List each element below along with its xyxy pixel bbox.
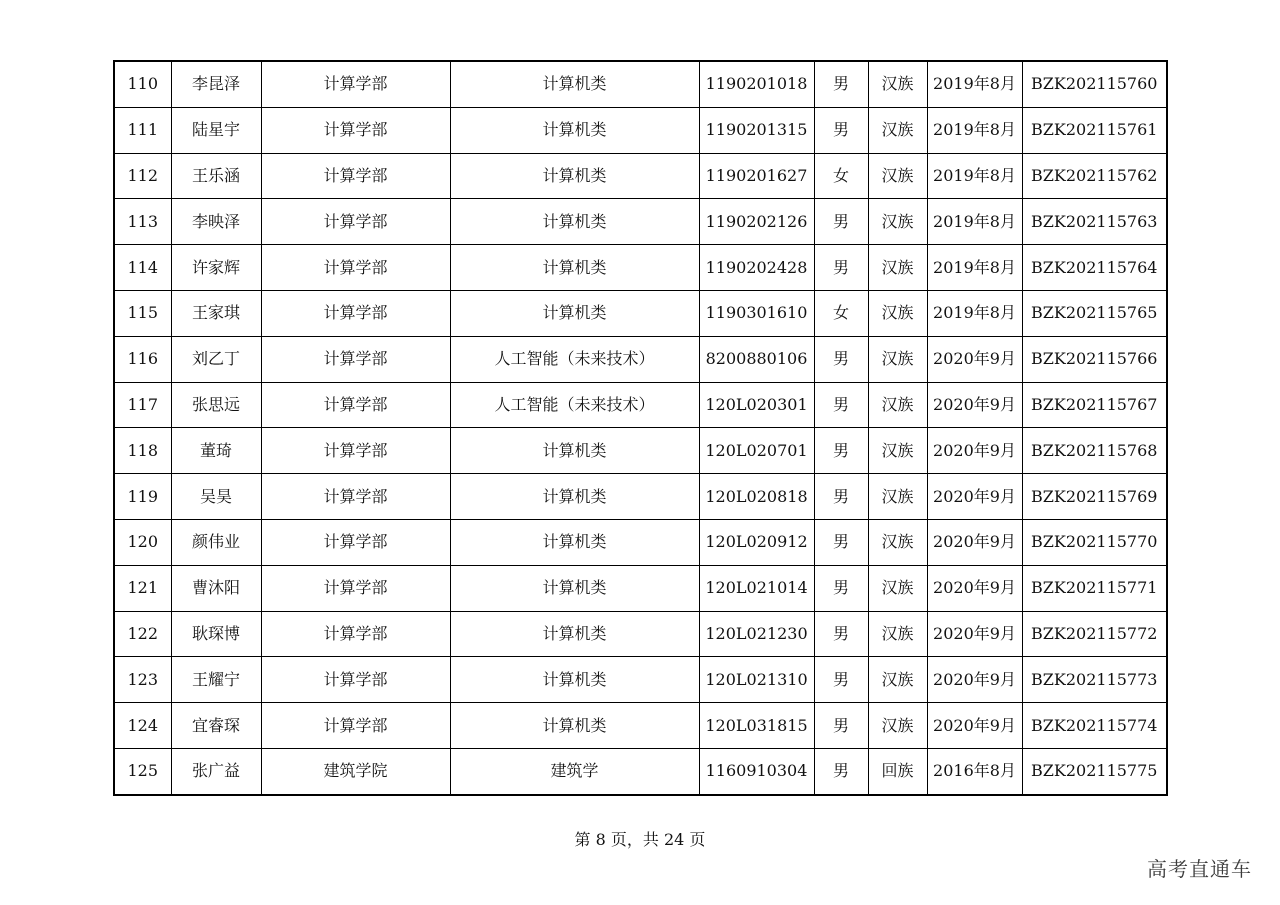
enroll-date-cell: 2020年9月 bbox=[927, 474, 1022, 520]
certificate-no-cell: BZK202115765 bbox=[1022, 290, 1167, 336]
department-cell: 计算学部 bbox=[261, 153, 450, 199]
department-cell: 计算学部 bbox=[261, 107, 450, 153]
student-id-cell: 120L020301 bbox=[699, 382, 814, 428]
enroll-date-cell: 2020年9月 bbox=[927, 382, 1022, 428]
student-id-cell: 120L021014 bbox=[699, 565, 814, 611]
seq-cell: 123 bbox=[114, 657, 171, 703]
seq-cell: 113 bbox=[114, 199, 171, 245]
ethnicity-cell: 汉族 bbox=[868, 336, 927, 382]
major-cell: 计算机类 bbox=[450, 61, 699, 107]
seq-cell: 115 bbox=[114, 290, 171, 336]
student-id-cell: 8200880106 bbox=[699, 336, 814, 382]
gender-cell: 男 bbox=[814, 199, 868, 245]
student-id-cell: 1190201627 bbox=[699, 153, 814, 199]
table-row bbox=[114, 519, 1167, 565]
student-id-cell: 1190202428 bbox=[699, 245, 814, 291]
enroll-date-cell: 2020年9月 bbox=[927, 611, 1022, 657]
major-cell: 人工智能（未来技术） bbox=[450, 336, 699, 382]
enroll-date-cell: 2020年9月 bbox=[927, 428, 1022, 474]
student-id-cell: 120L020818 bbox=[699, 474, 814, 520]
table-row bbox=[114, 474, 1167, 520]
enroll-date-cell: 2020年9月 bbox=[927, 657, 1022, 703]
seq-cell: 118 bbox=[114, 428, 171, 474]
seq-cell: 110 bbox=[114, 61, 171, 107]
watermark-logo: 高考直通车 bbox=[1147, 857, 1252, 881]
department-cell: 计算学部 bbox=[261, 382, 450, 428]
name-cell: 吴昊 bbox=[171, 474, 261, 520]
major-cell: 计算机类 bbox=[450, 703, 699, 749]
certificate-no-cell: BZK202115774 bbox=[1022, 703, 1167, 749]
page-number: 第 8 页，共 24 页 bbox=[574, 830, 706, 849]
ethnicity-cell: 汉族 bbox=[868, 290, 927, 336]
ethnicity-cell: 汉族 bbox=[868, 245, 927, 291]
student-id-cell: 120L021310 bbox=[699, 657, 814, 703]
name-cell: 董琦 bbox=[171, 428, 261, 474]
enroll-date-cell: 2020年9月 bbox=[927, 703, 1022, 749]
gender-cell: 女 bbox=[814, 290, 868, 336]
enroll-date-cell: 2019年8月 bbox=[927, 290, 1022, 336]
student-id-cell: 1190202126 bbox=[699, 199, 814, 245]
major-cell: 计算机类 bbox=[450, 153, 699, 199]
gender-cell: 女 bbox=[814, 153, 868, 199]
seq-cell: 117 bbox=[114, 382, 171, 428]
ethnicity-cell: 汉族 bbox=[868, 199, 927, 245]
name-cell: 王乐涵 bbox=[171, 153, 261, 199]
name-cell: 张广益 bbox=[171, 748, 261, 794]
enroll-date-cell: 2020年9月 bbox=[927, 565, 1022, 611]
student-id-cell: 120L020912 bbox=[699, 519, 814, 565]
department-cell: 计算学部 bbox=[261, 611, 450, 657]
name-cell: 张思远 bbox=[171, 382, 261, 428]
major-cell: 计算机类 bbox=[450, 107, 699, 153]
table-row bbox=[114, 428, 1167, 474]
student-roster-table bbox=[113, 60, 1168, 796]
enroll-date-cell: 2019年8月 bbox=[927, 199, 1022, 245]
gender-cell: 男 bbox=[814, 61, 868, 107]
seq-cell: 119 bbox=[114, 474, 171, 520]
certificate-no-cell: BZK202115768 bbox=[1022, 428, 1167, 474]
ethnicity-cell: 汉族 bbox=[868, 703, 927, 749]
seq-cell: 120 bbox=[114, 519, 171, 565]
name-cell: 刘乙丁 bbox=[171, 336, 261, 382]
name-cell: 李昆泽 bbox=[171, 61, 261, 107]
table-row bbox=[114, 199, 1167, 245]
table-row bbox=[114, 245, 1167, 291]
ethnicity-cell: 汉族 bbox=[868, 61, 927, 107]
major-cell: 计算机类 bbox=[450, 474, 699, 520]
gender-cell: 男 bbox=[814, 519, 868, 565]
certificate-no-cell: BZK202115770 bbox=[1022, 519, 1167, 565]
department-cell: 计算学部 bbox=[261, 61, 450, 107]
certificate-no-cell: BZK202115771 bbox=[1022, 565, 1167, 611]
ethnicity-cell: 汉族 bbox=[868, 657, 927, 703]
table-row bbox=[114, 153, 1167, 199]
major-cell: 计算机类 bbox=[450, 199, 699, 245]
ethnicity-cell: 汉族 bbox=[868, 382, 927, 428]
gender-cell: 男 bbox=[814, 107, 868, 153]
table-row bbox=[114, 336, 1167, 382]
department-cell: 计算学部 bbox=[261, 565, 450, 611]
table-row bbox=[114, 382, 1167, 428]
seq-cell: 112 bbox=[114, 153, 171, 199]
certificate-no-cell: BZK202115762 bbox=[1022, 153, 1167, 199]
gender-cell: 男 bbox=[814, 336, 868, 382]
student-id-cell: 120L021230 bbox=[699, 611, 814, 657]
student-id-cell: 1160910304 bbox=[699, 748, 814, 794]
gender-cell: 男 bbox=[814, 748, 868, 794]
enroll-date-cell: 2020年9月 bbox=[927, 519, 1022, 565]
name-cell: 王家琪 bbox=[171, 290, 261, 336]
name-cell: 颜伟业 bbox=[171, 519, 261, 565]
certificate-no-cell: BZK202115773 bbox=[1022, 657, 1167, 703]
certificate-no-cell: BZK202115775 bbox=[1022, 748, 1167, 794]
gender-cell: 男 bbox=[814, 382, 868, 428]
enroll-date-cell: 2019年8月 bbox=[927, 107, 1022, 153]
seq-cell: 125 bbox=[114, 748, 171, 794]
ethnicity-cell: 汉族 bbox=[868, 611, 927, 657]
major-cell: 人工智能（未来技术） bbox=[450, 382, 699, 428]
student-id-cell: 1190201018 bbox=[699, 61, 814, 107]
department-cell: 计算学部 bbox=[261, 519, 450, 565]
major-cell: 计算机类 bbox=[450, 657, 699, 703]
roster-body bbox=[114, 61, 1167, 795]
seq-cell: 114 bbox=[114, 245, 171, 291]
major-cell: 计算机类 bbox=[450, 565, 699, 611]
gender-cell: 男 bbox=[814, 474, 868, 520]
table-row bbox=[114, 290, 1167, 336]
certificate-no-cell: BZK202115766 bbox=[1022, 336, 1167, 382]
certificate-no-cell: BZK202115767 bbox=[1022, 382, 1167, 428]
department-cell: 计算学部 bbox=[261, 428, 450, 474]
name-cell: 王耀宁 bbox=[171, 657, 261, 703]
gender-cell: 男 bbox=[814, 565, 868, 611]
enroll-date-cell: 2020年9月 bbox=[927, 336, 1022, 382]
gender-cell: 男 bbox=[814, 657, 868, 703]
department-cell: 计算学部 bbox=[261, 657, 450, 703]
seq-cell: 124 bbox=[114, 703, 171, 749]
table-row bbox=[114, 565, 1167, 611]
enroll-date-cell: 2019年8月 bbox=[927, 61, 1022, 107]
major-cell: 计算机类 bbox=[450, 428, 699, 474]
department-cell: 计算学部 bbox=[261, 336, 450, 382]
major-cell: 计算机类 bbox=[450, 611, 699, 657]
department-cell: 计算学部 bbox=[261, 199, 450, 245]
certificate-no-cell: BZK202115772 bbox=[1022, 611, 1167, 657]
table-row bbox=[114, 703, 1167, 749]
gender-cell: 男 bbox=[814, 245, 868, 291]
certificate-no-cell: BZK202115769 bbox=[1022, 474, 1167, 520]
major-cell: 建筑学 bbox=[450, 748, 699, 794]
name-cell: 陆星宇 bbox=[171, 107, 261, 153]
ethnicity-cell: 汉族 bbox=[868, 107, 927, 153]
certificate-no-cell: BZK202115760 bbox=[1022, 61, 1167, 107]
ethnicity-cell: 汉族 bbox=[868, 428, 927, 474]
table-row bbox=[114, 748, 1167, 794]
ethnicity-cell: 汉族 bbox=[868, 565, 927, 611]
department-cell: 计算学部 bbox=[261, 245, 450, 291]
ethnicity-cell: 汉族 bbox=[868, 519, 927, 565]
major-cell: 计算机类 bbox=[450, 519, 699, 565]
department-cell: 计算学部 bbox=[261, 703, 450, 749]
gender-cell: 男 bbox=[814, 611, 868, 657]
student-id-cell: 1190301610 bbox=[699, 290, 814, 336]
table-row bbox=[114, 107, 1167, 153]
student-id-cell: 120L031815 bbox=[699, 703, 814, 749]
name-cell: 曹沐阳 bbox=[171, 565, 261, 611]
major-cell: 计算机类 bbox=[450, 245, 699, 291]
enroll-date-cell: 2019年8月 bbox=[927, 245, 1022, 291]
certificate-no-cell: BZK202115763 bbox=[1022, 199, 1167, 245]
enroll-date-cell: 2019年8月 bbox=[927, 153, 1022, 199]
table-row bbox=[114, 657, 1167, 703]
certificate-no-cell: BZK202115761 bbox=[1022, 107, 1167, 153]
certificate-no-cell: BZK202115764 bbox=[1022, 245, 1167, 291]
ethnicity-cell: 汉族 bbox=[868, 474, 927, 520]
enroll-date-cell: 2016年8月 bbox=[927, 748, 1022, 794]
department-cell: 计算学部 bbox=[261, 474, 450, 520]
major-cell: 计算机类 bbox=[450, 290, 699, 336]
name-cell: 耿琛博 bbox=[171, 611, 261, 657]
table-row bbox=[114, 61, 1167, 107]
student-id-cell: 1190201315 bbox=[699, 107, 814, 153]
name-cell: 李映泽 bbox=[171, 199, 261, 245]
seq-cell: 121 bbox=[114, 565, 171, 611]
ethnicity-cell: 汉族 bbox=[868, 153, 927, 199]
department-cell: 建筑学院 bbox=[261, 748, 450, 794]
gender-cell: 男 bbox=[814, 703, 868, 749]
seq-cell: 111 bbox=[114, 107, 171, 153]
department-cell: 计算学部 bbox=[261, 290, 450, 336]
name-cell: 宜睿琛 bbox=[171, 703, 261, 749]
gender-cell: 男 bbox=[814, 428, 868, 474]
seq-cell: 116 bbox=[114, 336, 171, 382]
table-row bbox=[114, 611, 1167, 657]
student-id-cell: 120L020701 bbox=[699, 428, 814, 474]
seq-cell: 122 bbox=[114, 611, 171, 657]
name-cell: 许家辉 bbox=[171, 245, 261, 291]
ethnicity-cell: 回族 bbox=[868, 748, 927, 794]
